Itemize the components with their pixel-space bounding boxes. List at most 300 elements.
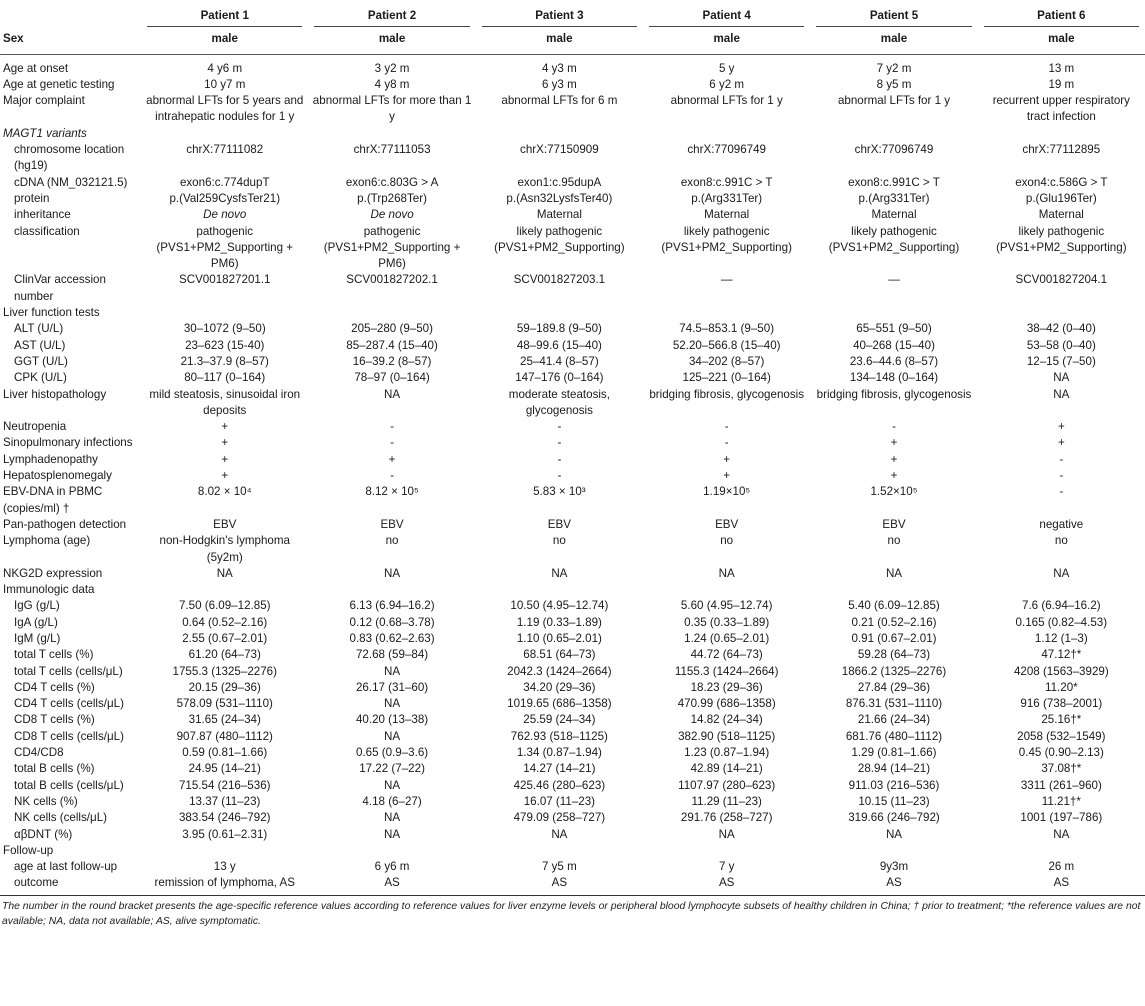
sex-cell: male bbox=[308, 27, 475, 54]
table-cell: 10.15 (11–23) bbox=[858, 794, 930, 808]
row-label: MAGT1 variants bbox=[3, 126, 87, 140]
table-cell: 876.31 (531–1110) bbox=[845, 697, 943, 711]
table-cell: bridging fibrosis, glycogenosis bbox=[649, 387, 805, 401]
table-cell bbox=[978, 305, 1145, 321]
table-cell: 1.24 (0.65–2.01) bbox=[684, 631, 770, 645]
table-row bbox=[0, 533, 1145, 566]
table-cell: + bbox=[1057, 436, 1065, 450]
table-cell: 1866.2 (1325–2276) bbox=[841, 664, 947, 678]
table-cell: 13 m bbox=[1048, 61, 1075, 75]
table-cell bbox=[978, 582, 1145, 598]
table-cell: 7 y5 m bbox=[541, 860, 577, 874]
row-label: Lymphadenopathy bbox=[3, 452, 98, 466]
table-cell: - bbox=[892, 420, 896, 434]
table-cell: Maternal bbox=[704, 208, 750, 222]
table-row bbox=[0, 598, 1145, 614]
table-cell: non-Hodgkin's lymphoma (5y2m) bbox=[159, 534, 290, 564]
table-cell bbox=[810, 582, 977, 598]
table-row bbox=[0, 224, 1145, 273]
table-cell: + bbox=[890, 469, 898, 483]
table-row bbox=[0, 305, 1145, 321]
table-cell: SCV001827203.1 bbox=[513, 273, 606, 287]
row-label: outcome bbox=[14, 876, 59, 890]
table-cell: 319.66 (246–792) bbox=[848, 811, 940, 825]
table-cell: EBV bbox=[882, 517, 906, 531]
table-cell: 6 y3 m bbox=[541, 77, 577, 91]
table-cell: abnormal LFTs for more than 1 y bbox=[312, 94, 472, 124]
row-label: CD8 T cells (cells/μL) bbox=[14, 729, 124, 743]
table-cell: 11.20* bbox=[1044, 680, 1078, 694]
table-cell: pathogenic (PVS1+PM2_Supporting + PM6) bbox=[156, 224, 294, 271]
table-cell: exon8:c.991C > T bbox=[680, 175, 773, 189]
table-row bbox=[0, 191, 1145, 207]
table-cell: SCV001827202.1 bbox=[346, 273, 438, 287]
table-cell: NA bbox=[1053, 387, 1070, 401]
table-cell: bridging fibrosis, glycogenosis bbox=[816, 387, 972, 401]
table-cell: 0.35 (0.33–1.89) bbox=[684, 615, 770, 629]
table-cell: NA bbox=[718, 827, 735, 841]
table-cell: no bbox=[887, 534, 901, 548]
table-row bbox=[0, 338, 1145, 354]
table-cell: 59.28 (64–73) bbox=[857, 648, 931, 662]
table-cell bbox=[978, 843, 1145, 859]
table-row bbox=[0, 321, 1145, 337]
table-row bbox=[0, 875, 1145, 894]
table-cell: 4208 (1563–3929) bbox=[1013, 664, 1109, 678]
table-cell: 911.03 (216–536) bbox=[848, 778, 940, 792]
table-cell: no bbox=[552, 534, 566, 548]
table-cell: + bbox=[890, 452, 898, 466]
sex-label: Sex bbox=[0, 27, 141, 54]
table-cell: 26 m bbox=[1048, 860, 1075, 874]
table-cell: 16.07 (11–23) bbox=[523, 794, 596, 808]
table-row bbox=[0, 419, 1145, 435]
table-cell bbox=[308, 582, 475, 598]
sex-cell: male bbox=[643, 27, 810, 54]
table-cell: likely pathogenic (PVS1+PM2_Supporting) bbox=[996, 224, 1127, 254]
row-label: Sinopulmonary infections bbox=[3, 436, 133, 450]
table-cell: EBV bbox=[380, 517, 404, 531]
table-cell: 5.40 (6.09–12.85) bbox=[848, 599, 940, 613]
table-row bbox=[0, 387, 1145, 420]
table-cell: 21.3–37.9 (8–57) bbox=[180, 354, 269, 368]
sex-cell: male bbox=[810, 27, 977, 54]
table-cell: 0.165 (0.82–4.53) bbox=[1015, 615, 1108, 629]
table-cell: 1.19 (0.33–1.89) bbox=[516, 615, 602, 629]
table-row bbox=[0, 615, 1145, 631]
table-cell: 19 m bbox=[1048, 77, 1075, 91]
row-label: NKG2D expression bbox=[3, 566, 103, 580]
table-row bbox=[0, 452, 1145, 468]
table-cell: 205–280 (9–50) bbox=[351, 322, 433, 336]
header-row bbox=[0, 0, 1145, 27]
table-cell: EBV bbox=[547, 517, 571, 531]
table-cell: + bbox=[221, 469, 229, 483]
table-cell: 1.12 (1–3) bbox=[1034, 631, 1088, 645]
table-cell: p.(Arg331Ter) bbox=[691, 191, 763, 205]
table-cell bbox=[476, 582, 643, 598]
table-cell: + bbox=[890, 436, 898, 450]
table-cell: remission of lymphoma, AS bbox=[154, 876, 295, 890]
table-cell: AS bbox=[718, 876, 735, 890]
table-cell: 0.21 (0.52–2.16) bbox=[851, 615, 937, 629]
table-cell: 23–623 (15-40) bbox=[185, 338, 265, 352]
row-label: chromosome location (hg19) bbox=[14, 143, 125, 173]
table-cell: 18.23 (29–36) bbox=[690, 680, 763, 694]
table-cell: 3 y2 m bbox=[374, 61, 410, 75]
table-cell: 134–148 (0–164) bbox=[849, 371, 939, 385]
table-cell bbox=[476, 305, 643, 321]
table-cell: 3.95 (0.61–2.31) bbox=[182, 827, 268, 841]
table-cell: 7 y bbox=[718, 860, 735, 874]
table-cell: 1001 (197–786) bbox=[1020, 811, 1103, 825]
table-row bbox=[0, 843, 1145, 859]
sex-cell: male bbox=[141, 27, 308, 54]
table-row bbox=[0, 696, 1145, 712]
row-label: classification bbox=[14, 224, 80, 238]
table-cell: 40–268 (15–40) bbox=[853, 338, 935, 352]
table-cell: no bbox=[1054, 534, 1068, 548]
row-label: ALT (U/L) bbox=[14, 322, 64, 336]
table-body bbox=[0, 54, 1145, 895]
table-cell: - bbox=[557, 436, 562, 450]
table-cell: 11.29 (11–23) bbox=[691, 794, 762, 808]
table-cell: 1.29 (0.81–1.66) bbox=[851, 746, 937, 760]
table-cell: 6 y6 m bbox=[374, 860, 410, 874]
table-cell: p.(Asn32LysfsTer40) bbox=[506, 191, 613, 205]
table-cell: AS bbox=[384, 876, 400, 890]
table-cell: 5.60 (4.95–12.74) bbox=[680, 599, 773, 613]
table-cell: 8.02 × 10⁴ bbox=[197, 485, 252, 499]
table-cell bbox=[141, 126, 308, 142]
row-label: NK cells (cells/μL) bbox=[14, 811, 108, 825]
table-cell: - bbox=[390, 469, 394, 483]
table-cell: 3311 (261–960) bbox=[1020, 778, 1102, 792]
table-cell: - bbox=[390, 420, 394, 434]
table-row bbox=[0, 810, 1145, 826]
table-cell bbox=[643, 126, 810, 142]
table-cell: - bbox=[557, 420, 562, 434]
table-cell: 27.84 (29–36) bbox=[857, 680, 931, 694]
table-cell: 9y3m bbox=[879, 860, 909, 874]
table-cell: 80–117 (0–164) bbox=[184, 371, 266, 385]
table-cell: 0.83 (0.62–2.63) bbox=[349, 631, 435, 645]
table-cell: 65–551 (9–50) bbox=[856, 322, 932, 336]
table-cell: 1755.3 (1325–2276) bbox=[172, 664, 277, 678]
table-cell: p.(Arg331Ter) bbox=[858, 191, 930, 205]
table-cell: 11.21†* bbox=[1041, 794, 1081, 808]
row-label: Pan-pathogen detection bbox=[3, 517, 127, 531]
table-cell: 25–41.4 (8–57) bbox=[520, 354, 599, 368]
row-label: Lymphoma (age) bbox=[3, 534, 91, 548]
row-label: Follow-up bbox=[3, 843, 54, 857]
table-cell: 6 y2 m bbox=[709, 77, 745, 91]
table-cell: mild steatosis, sinusoidal iron deposits bbox=[149, 387, 301, 417]
table-cell: - bbox=[557, 452, 562, 466]
table-cell: likely pathogenic (PVS1+PM2_Supporting) bbox=[828, 224, 960, 254]
table-cell: De novo bbox=[370, 208, 414, 222]
table-cell: 479.09 (258–727) bbox=[513, 811, 606, 825]
table-row bbox=[0, 794, 1145, 810]
row-label: cDNA (NM_032121.5) bbox=[14, 175, 128, 189]
table-row bbox=[0, 582, 1145, 598]
table-cell: 48–99.6 (15–40) bbox=[516, 338, 602, 352]
table-cell: 1.23 (0.87–1.94) bbox=[684, 746, 770, 760]
table-cell: EBV bbox=[715, 517, 739, 531]
table-cell: — bbox=[720, 273, 733, 287]
table-cell: 26.17 (31–60) bbox=[355, 680, 429, 694]
table-cell bbox=[978, 126, 1145, 142]
sex-cell: male bbox=[978, 27, 1145, 54]
row-label: IgG (g/L) bbox=[14, 599, 60, 613]
table-cell: chrX:77096749 bbox=[687, 143, 767, 157]
table-cell: 44.72 (64–73) bbox=[690, 648, 763, 662]
table-cell: NA bbox=[384, 778, 401, 792]
row-label: Liver function tests bbox=[3, 306, 100, 320]
table-cell: + bbox=[221, 452, 229, 466]
table-cell: 38–42 (0–40) bbox=[1026, 322, 1096, 336]
table-cell: NA bbox=[551, 827, 568, 841]
table-cell: exon8:c.991C > T bbox=[848, 175, 940, 189]
table-row bbox=[0, 729, 1145, 745]
table-cell: 1107.97 (280–623) bbox=[678, 778, 776, 792]
table-cell bbox=[308, 843, 475, 859]
table-cell: 52.20–566.8 (15–40) bbox=[672, 338, 781, 352]
table-cell: 470.99 (686–1358) bbox=[677, 697, 776, 711]
table-cell: 7.50 (6.09–12.85) bbox=[178, 599, 271, 613]
row-label: GGT (U/L) bbox=[14, 354, 68, 368]
table-cell: 34.20 (29–36) bbox=[523, 680, 596, 694]
table-cell: 2.55 (0.67–2.01) bbox=[182, 631, 268, 645]
table-row bbox=[0, 207, 1145, 223]
table-cell: 72.68 (59–84) bbox=[355, 648, 429, 662]
table-cell: — bbox=[888, 273, 900, 287]
table-cell: - bbox=[724, 420, 729, 434]
table-cell: 8 y5 m bbox=[876, 77, 912, 91]
table-cell: 382.90 (518–1125) bbox=[678, 729, 776, 743]
table-cell bbox=[810, 126, 977, 142]
table-cell: abnormal LFTs for 1 y bbox=[670, 94, 783, 108]
table-cell: 1019.65 (686–1358) bbox=[507, 697, 612, 711]
table-row bbox=[0, 93, 1145, 126]
table-cell: 31.65 (24–34) bbox=[188, 713, 261, 727]
table-row bbox=[0, 142, 1145, 175]
table-cell: 291.76 (258–727) bbox=[680, 811, 773, 825]
table-row bbox=[0, 859, 1145, 875]
table-cell: exon6:c.803G > A bbox=[345, 175, 439, 189]
table-cell: NA bbox=[384, 729, 401, 743]
table-cell: 2042.3 (1424–2664) bbox=[507, 664, 612, 678]
table-cell: chrX:77111053 bbox=[353, 143, 431, 157]
table-cell: abnormal LFTs for 6 m bbox=[501, 94, 618, 108]
table-cell: 383.54 (246–792) bbox=[178, 811, 271, 825]
row-label: inheritance bbox=[14, 208, 71, 222]
table-cell: 5.83 × 10³ bbox=[533, 485, 586, 499]
table-cell: no bbox=[385, 534, 399, 548]
row-label: CPK (U/L) bbox=[14, 371, 67, 385]
table-cell: - bbox=[1059, 452, 1064, 466]
table-cell: Maternal bbox=[1038, 208, 1084, 222]
header-patient-5: Patient 5 bbox=[810, 0, 977, 27]
table-cell: 0.45 (0.90–2.13) bbox=[1018, 746, 1104, 760]
table-cell: 47.12†* bbox=[1041, 648, 1082, 662]
row-label: Major complaint bbox=[3, 94, 85, 108]
row-label: total T cells (%) bbox=[14, 648, 94, 662]
table-cell: 61.20 (64–73) bbox=[188, 648, 261, 662]
table-row bbox=[0, 126, 1145, 142]
table-cell: 14.27 (14–21) bbox=[523, 762, 596, 776]
table-row bbox=[0, 712, 1145, 728]
row-label: AST (U/L) bbox=[14, 338, 66, 352]
table-cell: negative bbox=[1039, 517, 1084, 531]
table-cell: 17.22 (7–22) bbox=[359, 762, 425, 776]
table-cell: 10 y7 m bbox=[204, 77, 246, 91]
table-row bbox=[0, 354, 1145, 370]
table-cell: moderate steatosis, glycogenosis bbox=[508, 387, 610, 417]
header-patient-3: Patient 3 bbox=[476, 0, 643, 27]
table-cell: 68.51 (64–73) bbox=[523, 648, 596, 662]
table-cell: 85–287.4 (15–40) bbox=[346, 338, 438, 352]
table-cell: 916 (738–2001) bbox=[1020, 697, 1103, 711]
table-cell: 7.6 (6.94–16.2) bbox=[1022, 599, 1101, 613]
table-row bbox=[0, 77, 1145, 93]
table-cell: 4 y6 m bbox=[207, 61, 243, 75]
table-row bbox=[0, 745, 1145, 761]
table-cell: - bbox=[390, 436, 394, 450]
table-cell: 6.13 (6.94–16.2) bbox=[349, 599, 435, 613]
table-cell: 21.66 (24–34) bbox=[857, 713, 931, 727]
table-cell: + bbox=[1057, 420, 1065, 434]
table-cell: De novo bbox=[203, 208, 247, 222]
table-cell: 0.59 (0.81–1.66) bbox=[182, 746, 268, 760]
table-cell: 1.10 (0.65–2.01) bbox=[516, 631, 602, 645]
table-cell bbox=[141, 843, 308, 859]
table-cell: NA bbox=[1053, 566, 1070, 580]
table-cell: AS bbox=[886, 876, 902, 890]
table-cell: 4.18 (6–27) bbox=[362, 794, 422, 808]
table-cell: 14.82 (24–34) bbox=[690, 713, 763, 727]
table-cell: 42.89 (14–21) bbox=[690, 762, 763, 776]
table-cell: 40.20 (13–38) bbox=[355, 713, 429, 727]
table-cell: + bbox=[723, 469, 731, 483]
table-cell: 25.16†* bbox=[1041, 713, 1082, 727]
row-label: Age at onset bbox=[3, 61, 69, 75]
header-patient-1: Patient 1 bbox=[141, 0, 308, 27]
table-cell: 578.09 (531–1110) bbox=[176, 697, 273, 711]
table-cell: chrX:77111082 bbox=[186, 143, 264, 157]
table-cell bbox=[810, 843, 977, 859]
table-cell: NA bbox=[1053, 371, 1070, 385]
table-row bbox=[0, 827, 1145, 843]
table-cell: EBV bbox=[213, 517, 237, 531]
table-cell: 16–39.2 (8–57) bbox=[352, 354, 432, 368]
row-label: total T cells (cells/μL) bbox=[14, 664, 123, 678]
table-cell: 1.19×10⁵ bbox=[703, 485, 751, 499]
table-row bbox=[0, 647, 1145, 663]
table-cell: 24.95 (14–21) bbox=[188, 762, 261, 776]
table-row bbox=[0, 175, 1145, 191]
table-cell bbox=[643, 582, 810, 598]
row-label: Hepatosplenomegaly bbox=[3, 469, 112, 483]
table-cell: + bbox=[221, 420, 229, 434]
table-cell: chrX:77112895 bbox=[1022, 143, 1101, 157]
table-cell: 25.59 (24–34) bbox=[523, 713, 596, 727]
table-cell: NA bbox=[384, 811, 401, 825]
table-cell: NA bbox=[551, 566, 568, 580]
table-cell: p.(Val259CysfsTer21) bbox=[169, 191, 281, 205]
table-cell: 4 y3 m bbox=[541, 61, 577, 75]
table-cell: 7 y2 m bbox=[876, 61, 912, 75]
table-row bbox=[0, 631, 1145, 647]
table-cell: + bbox=[388, 452, 396, 466]
table-row bbox=[0, 484, 1145, 517]
table-cell: NA bbox=[885, 566, 903, 580]
header-patient-4: Patient 4 bbox=[643, 0, 810, 27]
row-label: NK cells (%) bbox=[14, 794, 78, 808]
table-cell: 4 y8 m bbox=[374, 77, 410, 91]
table-row bbox=[0, 778, 1145, 794]
table-cell: 13.37 (11–23) bbox=[189, 794, 261, 808]
table-cell: NA bbox=[384, 697, 401, 711]
table-row bbox=[0, 272, 1145, 305]
table-cell: 74.5–853.1 (9–50) bbox=[679, 322, 775, 336]
table-cell: 12–15 (7–50) bbox=[1026, 354, 1096, 368]
table-cell bbox=[308, 305, 475, 321]
table-cell: - bbox=[557, 469, 562, 483]
table-cell: 5 y bbox=[718, 61, 735, 75]
table-row bbox=[0, 468, 1145, 484]
table-cell bbox=[643, 843, 810, 859]
row-label: EBV-DNA in PBMC (copies/ml) † bbox=[3, 485, 103, 515]
row-label: CD4 T cells (%) bbox=[14, 680, 95, 694]
table-cell: exon1:c.95dupA bbox=[517, 175, 602, 189]
table-cell: + bbox=[221, 436, 229, 450]
row-label: CD4 T cells (cells/μL) bbox=[14, 697, 124, 711]
table-cell: 0.12 (0.68–3.78) bbox=[349, 615, 435, 629]
table-cell: - bbox=[724, 436, 729, 450]
table-cell: exon4:c.586G > T bbox=[1015, 175, 1108, 189]
table-cell: 30–1072 (9–50) bbox=[183, 322, 266, 336]
row-label: Liver histopathology bbox=[3, 387, 107, 401]
table-cell: p.(Glu196Ter) bbox=[1025, 191, 1097, 205]
row-label: ClinVar accession number bbox=[14, 273, 106, 303]
table-cell: 907.87 (480–1112) bbox=[176, 729, 273, 743]
table-cell: SCV001827204.1 bbox=[1015, 273, 1108, 287]
table-cell: 78–97 (0–164) bbox=[354, 371, 430, 385]
table-cell: 20.15 (29–36) bbox=[188, 680, 261, 694]
table-cell: 0.91 (0.67–2.01) bbox=[851, 631, 937, 645]
table-cell bbox=[476, 126, 643, 142]
table-cell: NA bbox=[885, 827, 903, 841]
table-row bbox=[0, 566, 1145, 582]
table-cell bbox=[141, 305, 308, 321]
table-cell: NA bbox=[384, 387, 401, 401]
table-row bbox=[0, 761, 1145, 777]
table-cell: 2058 (532–1549) bbox=[1017, 729, 1106, 743]
row-label: CD8 T cells (%) bbox=[14, 713, 95, 727]
table-cell: exon6:c.774dupT bbox=[179, 175, 270, 189]
row-label: total B cells (cells/μL) bbox=[14, 778, 124, 792]
table-cell bbox=[810, 305, 977, 321]
header-blank bbox=[0, 0, 141, 27]
row-label: Age at genetic testing bbox=[3, 77, 115, 91]
table-cell: 425.46 (280–623) bbox=[513, 778, 606, 792]
table-cell: SCV001827201.1 bbox=[178, 273, 271, 287]
table-cell: + bbox=[723, 452, 731, 466]
table-cell bbox=[643, 305, 810, 321]
row-label: age at last follow-up bbox=[14, 860, 118, 874]
table-cell bbox=[308, 126, 475, 142]
